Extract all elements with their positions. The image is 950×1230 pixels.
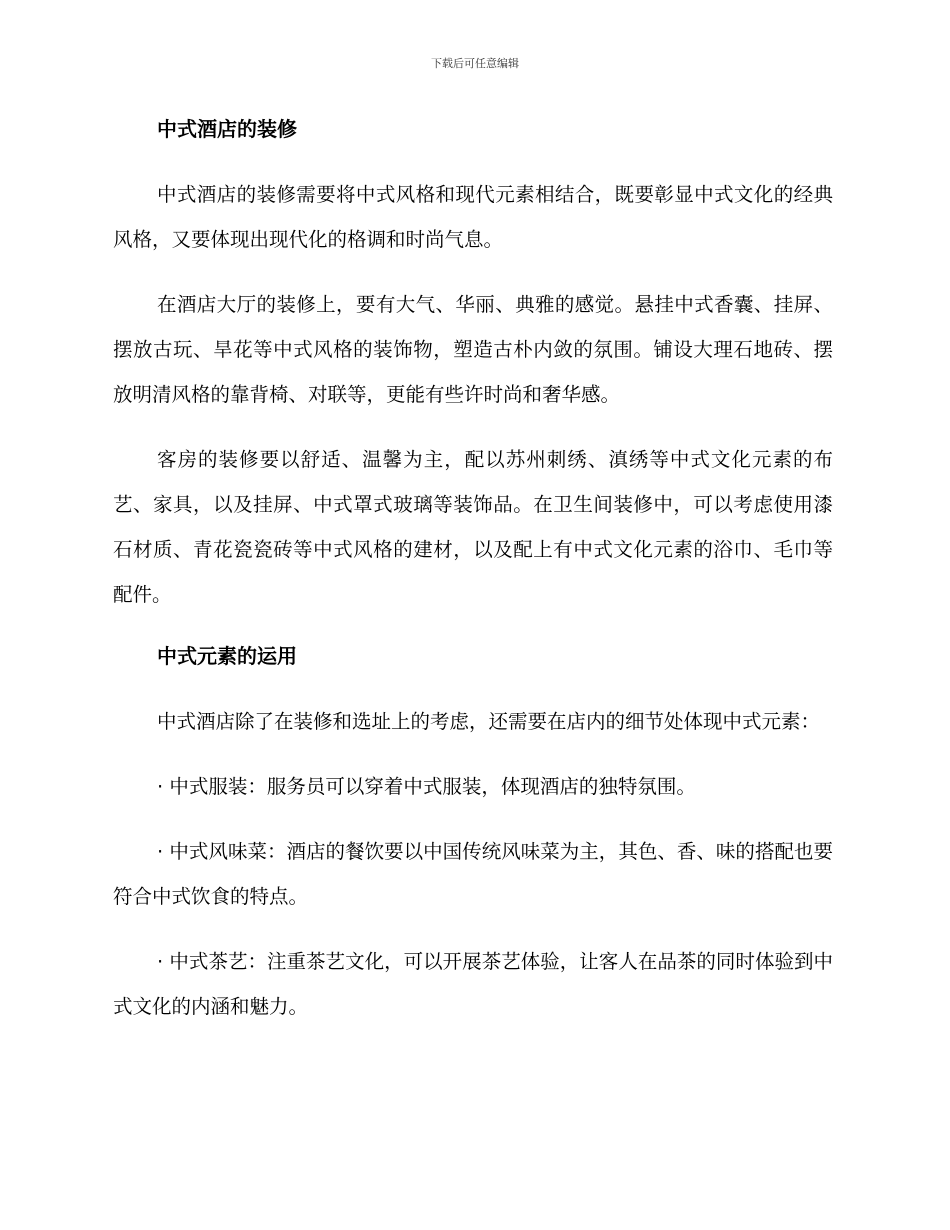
paragraph-lobby: 在酒店大厅的装修上，要有大气、华丽、典雅的感觉。悬挂中式香囊、挂屏、摆放古玩、旱花等中式风格的装饰物，塑造古朴内敛的氛围。铺设大理石地砖、摆放明清风格的靠背椅、对联等，更能有些许时尚和奢华感。 [113,293,833,406]
list-item-cuisine: · 中式风味菜：酒店的餐饮要以中国传统风味菜为主，其色、香、味的搭配也要符合中式饮食的特点。 [113,840,833,908]
paragraph-decoration-intro: 中式酒店的装修需要将中式风格和现代元素相结合，既要彰显中式文化的经典风格，又要体现出现代化的格调和时尚气息。 [113,183,833,251]
paragraph-guest-room: 客房的装修要以舒适、温馨为主，配以苏州刺绣、滇绣等中式文化元素的布艺、家具，以及挂屏、中式罩式玻璃等装饰品。在卫生间装修中，可以考虑使用漆石材质、青花瓷瓷砖等中式风格的建材，以及配上有中式文化元素的浴巾、毛巾等配件。 [113,448,833,606]
paragraph-elements-intro: 中式酒店除了在装修和选址上的考虑，还需要在店内的细节处体现中式元素： [157,710,821,733]
section-title-elements: 中式元素的运用 [157,644,297,668]
list-item-clothing: · 中式服装：服务员可以穿着中式服装，体现酒店的独特氛围。 [157,775,696,798]
document-body [113,110,833,1049]
header-note: 下载后可任意编辑 [431,57,519,70]
section-title-decoration: 中式酒店的装修 [157,117,297,141]
list-item-tea: · 中式茶艺：注重茶艺文化，可以开展茶艺体验，让客人在品茶的同时体验到中式文化的内涵和魅力。 [113,950,833,1018]
